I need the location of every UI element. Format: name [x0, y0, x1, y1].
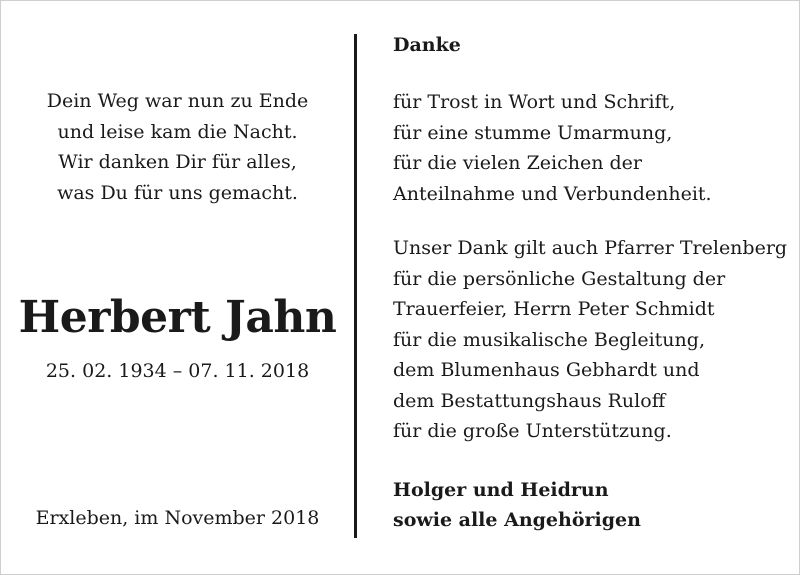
- text-line: dem Blumenhaus Gebhardt und: [393, 359, 700, 381]
- place-and-date: Erxleben, im November 2018: [35, 507, 320, 529]
- thanks-column: [393, 0, 793, 575]
- signers: [393, 475, 641, 535]
- column-divider: [354, 34, 357, 538]
- text-line: dem Bestattungshaus Ruloff: [393, 389, 666, 412]
- text-line: Anteilnahme und Verbundenheit.: [393, 182, 712, 205]
- signer-line: sowie alle Angehörigen: [393, 509, 641, 531]
- poem-line: was Du für uns gemacht.: [57, 181, 298, 204]
- text-line: für die persönliche Gestaltung der: [393, 267, 726, 290]
- poem-line: Wir danken Dir für alles,: [58, 151, 297, 173]
- thanks-heading: Danke: [393, 34, 461, 56]
- text-line: für die musikalische Begleitung,: [393, 328, 705, 351]
- poem-line: und leise kam die Nacht.: [57, 120, 298, 143]
- text-line: Unser Dank gilt auch Pfarrer Trelenberg: [393, 237, 788, 259]
- life-dates: 25. 02. 1934 – 07. 11. 2018: [45, 360, 310, 382]
- text-line: für die große Unterstützung.: [393, 420, 672, 442]
- poem-line: Dein Weg war nun zu Ende: [46, 90, 309, 112]
- text-line: für Trost in Wort und Schrift,: [393, 91, 676, 113]
- memorial-column: [0, 0, 355, 575]
- signer-line: Holger und Heidrun: [393, 479, 609, 501]
- deceased-name: Herbert Jahn: [18, 292, 337, 343]
- text-line: für eine stumme Umarmung,: [393, 121, 673, 144]
- memorial-poem: [0, 86, 355, 208]
- acknowledgements-paragraph: [393, 233, 787, 447]
- text-line: für die vielen Zeichen der: [393, 152, 642, 174]
- thanks-paragraph: [393, 87, 712, 209]
- text-line: Trauerfeier, Herrn Peter Schmidt: [393, 298, 715, 320]
